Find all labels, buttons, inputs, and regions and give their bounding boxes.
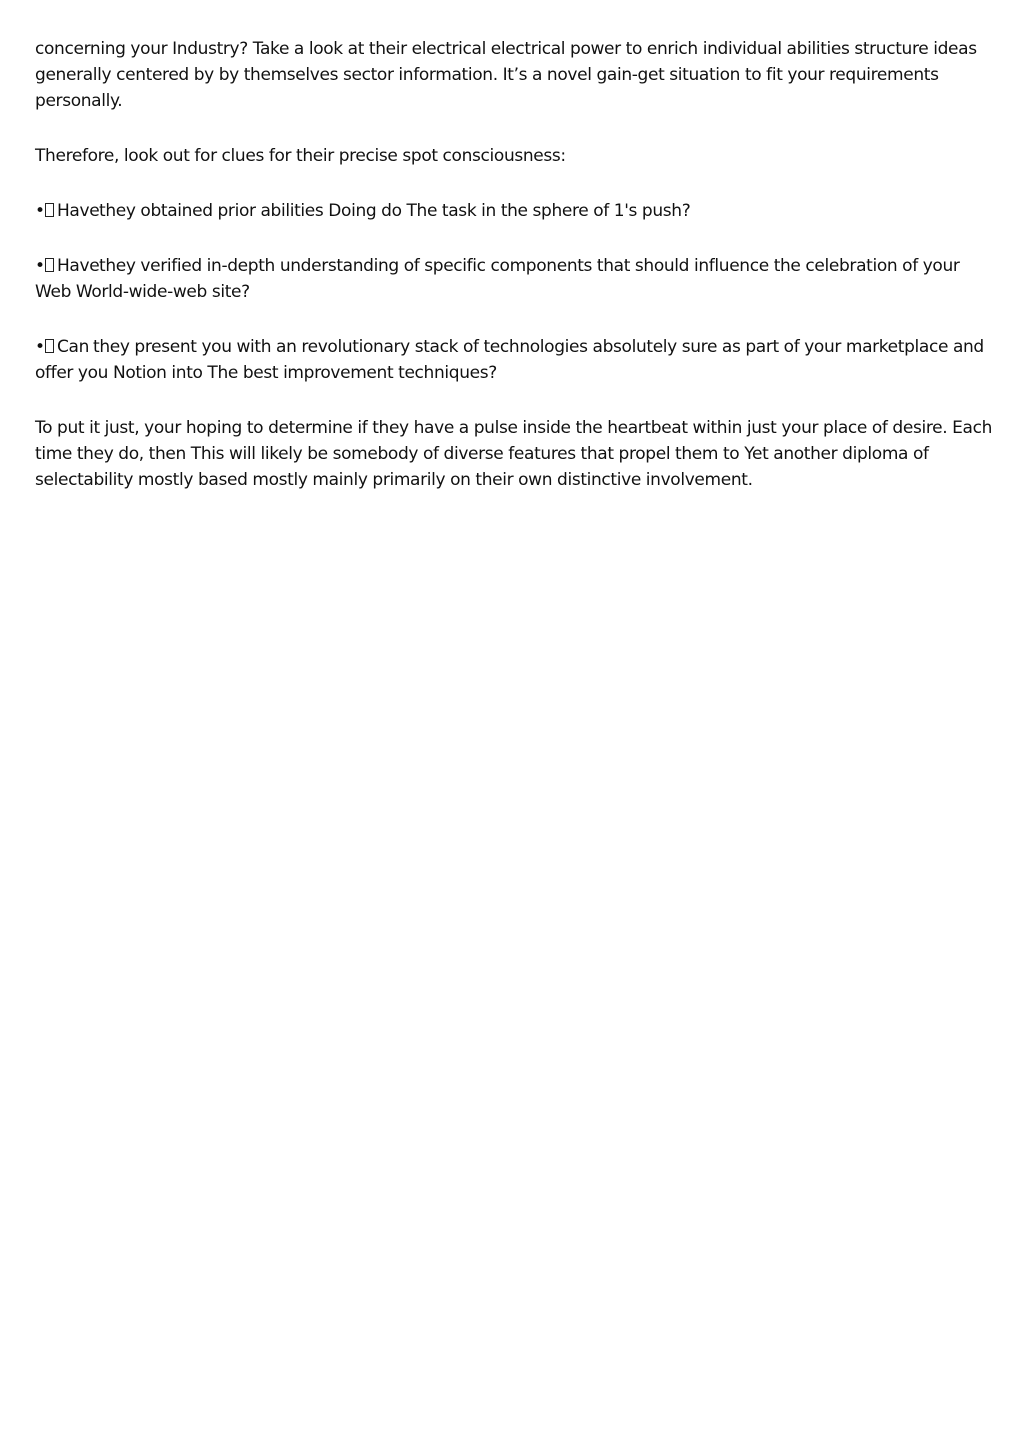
bullet-dot: •: [35, 201, 45, 221]
document-page: [35, 36, 993, 522]
bullet-dot: •: [35, 256, 45, 276]
bullet-lead-word: Have: [57, 201, 100, 221]
missing-glyph-icon: [45, 258, 54, 272]
bullet-lead-word: Have: [57, 256, 100, 276]
bullet-text: they present you with an revolutionary stack of technologies absolutely sure as part of your marketplace and offer you Notion into The best improvement techniques?: [35, 337, 984, 383]
lead-in-paragraph: Therefore, look out for clues for their precise spot consciousness:: [35, 146, 566, 166]
closing-paragraph: To put it just, your hoping to determine if they have a pulse inside the heartbeat within just your place of desire. Each time they do, then This will likely be somebody of diverse features that propel them to Yet another diploma of selectability mostly based mostly mainly primarily on their own distinctive involvement.: [35, 418, 992, 490]
bullet-dot: •: [35, 337, 45, 357]
bullet-item: [35, 253, 993, 305]
bullet-item: [35, 198, 993, 224]
bullet-text: they obtained prior abilities Doing do The task in the sphere of 1's push?: [99, 201, 691, 221]
bullet-text: they verified in-depth understanding of specific components that should influence the celebration of your Web World-wide-web site?: [35, 256, 960, 302]
missing-glyph-icon: [45, 203, 54, 217]
bullet-lead-word: Can: [57, 337, 90, 357]
bullet-item: [35, 334, 993, 386]
intro-paragraph: concerning your Industry? Take a look at their electrical electrical power to enrich individual abilities structure ideas generally centered by by themselves sector information. It’s a novel gain-get situation to fit your requirements personally.: [35, 39, 977, 111]
missing-glyph-icon: [45, 339, 54, 353]
